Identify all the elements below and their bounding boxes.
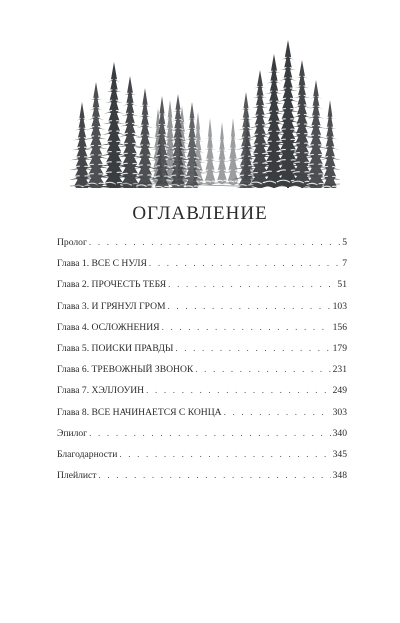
toc-entry-page: 249 [332, 385, 347, 397]
toc-title: ОГЛАВЛЕНИЕ [132, 203, 268, 224]
toc-entry[interactable] [57, 380, 347, 401]
toc-entry[interactable] [57, 465, 347, 486]
toc-entry-page: 5 [342, 237, 347, 248]
toc-dot-leader [146, 380, 331, 401]
toc-entry-page: 348 [332, 470, 347, 482]
toc-dot-leader [224, 402, 331, 423]
toc-entry-page: 340 [332, 427, 347, 439]
toc-entry-label: Плейлист [57, 470, 97, 482]
snowy-forest-illustration [70, 36, 340, 188]
toc-entry[interactable] [57, 423, 347, 444]
toc-dot-leader [89, 423, 330, 444]
toc-list [57, 232, 347, 486]
toc-dot-leader [98, 465, 330, 486]
toc-dot-leader [162, 317, 331, 338]
toc-entry[interactable] [57, 232, 347, 253]
toc-dot-leader [168, 296, 331, 317]
toc-entry-label: Глава 6. ТРЕВОЖНЫЙ ЗВОНОК [57, 364, 194, 376]
toc-entry-label: Глава 7. ХЭЛЛОУИН [57, 385, 145, 397]
toc-dot-leader [119, 444, 330, 465]
toc-entry-label: Глава 5. ПОИСКИ ПРАВДЫ [57, 342, 174, 354]
toc-dot-leader [168, 274, 335, 295]
toc-entry-page: 156 [332, 321, 347, 333]
toc-dot-leader [89, 232, 340, 253]
toc-entry-label: Пролог [57, 237, 87, 248]
toc-entry-page: 345 [332, 448, 347, 460]
fir-tree-icon [212, 122, 232, 184]
toc-entry[interactable] [57, 274, 347, 295]
toc-entry-label: Глава 8. ВСЕ НАЧИНАЕТСЯ С КОНЦА [57, 406, 222, 418]
toc-entry-label: Благодарности [57, 448, 118, 460]
toc-dot-leader [195, 359, 330, 380]
toc-entry-label: Глава 4. ОСЛОЖНЕНИЯ [57, 321, 160, 333]
toc-entry-page: 303 [332, 406, 347, 418]
toc-entry[interactable] [57, 444, 347, 465]
toc-entry[interactable] [57, 338, 347, 359]
toc-entry[interactable] [57, 402, 347, 423]
toc-dot-leader [175, 338, 330, 359]
toc-entry-label: Глава 1. ВСЕ С НУЛЯ [57, 258, 147, 270]
toc-entry-label: Глава 3. И ГРЯНУЛ ГРОМ [57, 300, 166, 312]
toc-entry[interactable] [57, 253, 347, 274]
toc-entry[interactable] [57, 317, 347, 338]
toc-entry[interactable] [57, 359, 347, 380]
toc-entry[interactable] [57, 296, 347, 317]
toc-dot-leader [149, 253, 340, 274]
toc-entry-label: Глава 2. ПРОЧЕСТЬ ТЕБЯ [57, 279, 167, 291]
toc-entry-page: 51 [337, 279, 347, 291]
toc-entry-page: 7 [342, 258, 347, 270]
toc-entry-label: Эпилог [57, 427, 88, 439]
toc-entry-page: 179 [332, 342, 347, 354]
toc-entry-page: 103 [332, 300, 347, 312]
toc-entry-page: 231 [332, 364, 347, 376]
